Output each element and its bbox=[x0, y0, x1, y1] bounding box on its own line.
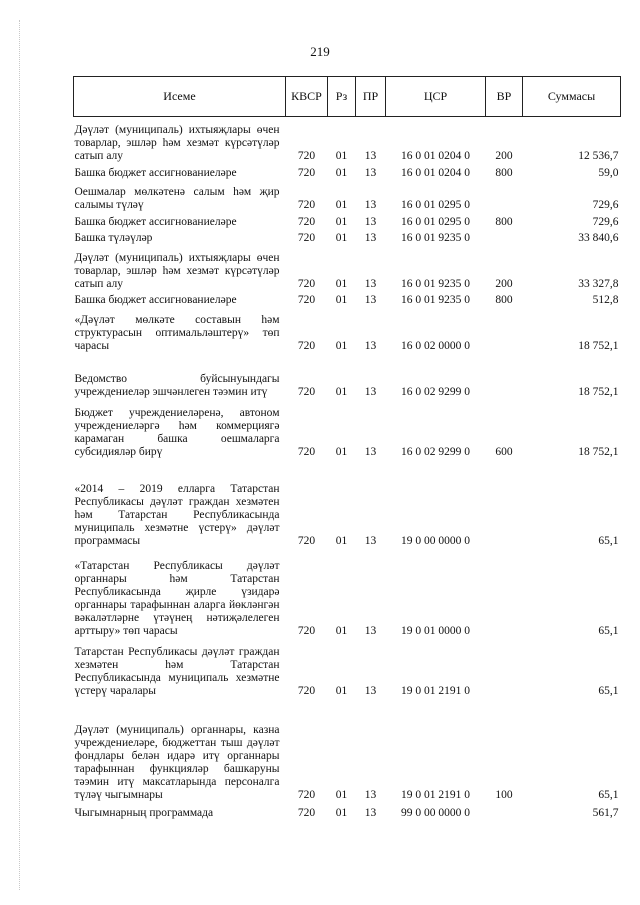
row-name: Чыгымнарның программада bbox=[74, 806, 214, 819]
row-name: Дәүләт (муниципаль) ихтыяҗлары өчен товарлар, эшләр һәм хезмәт күрсәтүләр сатып алу bbox=[74, 123, 280, 162]
row-rz: 01 bbox=[335, 231, 348, 244]
row-sum: 65,1 bbox=[598, 788, 619, 801]
table-row bbox=[74, 291, 621, 307]
row-name: Ведомство буйсынуындагы учреждениеләр эшчәнлеген тәэмин итү bbox=[74, 372, 280, 398]
row-name: Татарстан Республикасы дәүләт граждан хезмәтен һәм Татарстан Республикасында муниципаль хезмәтне үстерү чаралары bbox=[74, 645, 280, 697]
row-name: Оешмалар мөлкәтенә салым һәм җир салымы түләү bbox=[74, 185, 280, 211]
column-header-name: Исеме bbox=[74, 77, 286, 117]
row-vr: 200 bbox=[495, 277, 513, 290]
row-rz: 01 bbox=[335, 166, 348, 179]
row-vr bbox=[486, 307, 523, 353]
row-rz: 01 bbox=[335, 534, 348, 547]
row-pr: 13 bbox=[364, 684, 377, 697]
row-name: Башка бюджет ассигнованиеләре bbox=[74, 215, 237, 228]
row-csr: 16 0 01 0204 0 bbox=[401, 166, 470, 179]
row-rz: 01 bbox=[335, 445, 348, 458]
row-kvsr: 720 bbox=[297, 293, 316, 306]
row-csr: 16 0 01 9235 0 bbox=[401, 231, 470, 244]
row-pr: 13 bbox=[364, 385, 377, 398]
row-kvsr: 720 bbox=[297, 339, 316, 352]
row-kvsr: 720 bbox=[297, 806, 316, 819]
page-number: 219 bbox=[310, 44, 330, 59]
row-pr: 13 bbox=[364, 788, 377, 801]
row-pr: 13 bbox=[364, 215, 377, 228]
table-row bbox=[74, 229, 621, 245]
table-row bbox=[74, 548, 621, 638]
row-sum: 18 752,1 bbox=[578, 339, 619, 352]
row-rz: 01 bbox=[335, 215, 348, 228]
table-row bbox=[74, 117, 621, 163]
row-rz: 01 bbox=[335, 788, 348, 801]
row-csr: 16 0 02 0000 0 bbox=[401, 339, 470, 352]
row-sum: 59,0 bbox=[598, 166, 619, 179]
row-pr: 13 bbox=[364, 806, 377, 819]
table-row bbox=[74, 180, 621, 212]
row-pr: 13 bbox=[364, 198, 377, 211]
row-sum: 65,1 bbox=[598, 684, 619, 697]
row-rz: 01 bbox=[335, 149, 348, 162]
row-sum: 33 840,6 bbox=[578, 231, 619, 244]
row-pr: 13 bbox=[364, 277, 377, 290]
row-pr: 13 bbox=[364, 534, 377, 547]
row-kvsr: 720 bbox=[297, 534, 316, 547]
row-csr: 19 0 00 0000 0 bbox=[401, 534, 470, 547]
row-kvsr: 720 bbox=[297, 166, 316, 179]
row-vr: 200 bbox=[495, 149, 513, 162]
table-body bbox=[74, 117, 621, 820]
row-name: Башка бюджет ассигнованиеләре bbox=[74, 293, 237, 306]
row-vr bbox=[486, 180, 523, 212]
row-csr: 16 0 02 9299 0 bbox=[401, 385, 470, 398]
row-sum: 561,7 bbox=[592, 806, 619, 819]
column-header-kvsr: КВСР bbox=[286, 77, 328, 117]
row-sum: 512,8 bbox=[592, 293, 619, 306]
row-vr bbox=[486, 353, 523, 399]
row-csr: 99 0 00 0000 0 bbox=[401, 806, 470, 819]
row-rz: 01 bbox=[335, 198, 348, 211]
row-vr: 800 bbox=[495, 166, 513, 179]
row-kvsr: 720 bbox=[297, 277, 316, 290]
row-sum: 729,6 bbox=[592, 198, 619, 211]
row-kvsr: 720 bbox=[297, 385, 316, 398]
table-row bbox=[74, 698, 621, 802]
row-pr: 13 bbox=[364, 166, 377, 179]
margin-line bbox=[19, 20, 20, 890]
row-csr: 16 0 01 0295 0 bbox=[401, 198, 470, 211]
row-rz: 01 bbox=[335, 293, 348, 306]
row-rz: 01 bbox=[335, 385, 348, 398]
column-header-rz: Рз bbox=[328, 77, 356, 117]
row-kvsr: 720 bbox=[297, 231, 316, 244]
row-csr: 19 0 01 2191 0 bbox=[401, 788, 470, 801]
row-kvsr: 720 bbox=[297, 149, 316, 162]
row-vr: 800 bbox=[495, 293, 513, 306]
row-sum: 33 327,8 bbox=[578, 277, 619, 290]
row-vr bbox=[486, 638, 523, 698]
table-header-row bbox=[74, 77, 621, 117]
row-kvsr: 720 bbox=[297, 215, 316, 228]
table-row bbox=[74, 399, 621, 459]
row-pr: 13 bbox=[364, 293, 377, 306]
row-vr bbox=[486, 229, 523, 245]
row-vr: 600 bbox=[495, 445, 513, 458]
row-sum: 12 536,7 bbox=[578, 149, 619, 162]
row-kvsr: 720 bbox=[297, 684, 316, 697]
row-csr: 19 0 01 2191 0 bbox=[401, 684, 470, 697]
row-csr: 16 0 01 0295 0 bbox=[401, 215, 470, 228]
row-rz: 01 bbox=[335, 277, 348, 290]
row-vr bbox=[486, 802, 523, 820]
column-header-pr: ПР bbox=[356, 77, 386, 117]
column-header-csr: ЦСР bbox=[386, 77, 486, 117]
row-csr: 16 0 01 9235 0 bbox=[401, 293, 470, 306]
row-name: Дәүләт (муниципаль) ихтыяҗлары өчен товарлар, эшләр һәм хезмәт күрсәтүләр сатып алу bbox=[74, 251, 280, 290]
row-name: «Татарстан Республикасы дәүләт органнары һәм Татарстан Республикасында җирле үзидарә органнары тарафыннан аларга йөкләнгән вәкаләтләрне үтәүнең нәтиҗәлелеген арттыру» төп чарасы bbox=[74, 559, 280, 637]
table-row bbox=[74, 353, 621, 399]
row-sum: 729,6 bbox=[592, 215, 619, 228]
row-csr: 16 0 01 9235 0 bbox=[401, 277, 470, 290]
table-row bbox=[74, 638, 621, 698]
row-kvsr: 720 bbox=[297, 624, 316, 637]
row-name: Башка бюджет ассигнованиеләре bbox=[74, 166, 237, 179]
row-name: Бюджет учреждениеләренә, автоном учреждениеләргә һәм коммерциягә карамаган башка оешмаларга субсидияләр бирү bbox=[74, 406, 280, 458]
column-header-vr: ВР bbox=[486, 77, 523, 117]
row-pr: 13 bbox=[364, 624, 377, 637]
row-sum: 18 752,1 bbox=[578, 385, 619, 398]
row-vr bbox=[486, 548, 523, 638]
row-sum: 18 752,1 bbox=[578, 445, 619, 458]
row-csr: 19 0 01 0000 0 bbox=[401, 624, 470, 637]
row-name: «2014 – 2019 елларга Татарстан Республикасы дәүләт граждан хезмәтен һәм Татарстан Республикасында муниципаль хезмәтне үстерү» дәүләт программасы bbox=[74, 482, 280, 547]
table-row bbox=[74, 163, 621, 180]
row-kvsr: 720 bbox=[297, 788, 316, 801]
table-row bbox=[74, 802, 621, 820]
row-pr: 13 bbox=[364, 231, 377, 244]
budget-table bbox=[73, 76, 621, 820]
row-rz: 01 bbox=[335, 339, 348, 352]
column-header-sum: Суммасы bbox=[523, 77, 621, 117]
row-kvsr: 720 bbox=[297, 198, 316, 211]
table-row bbox=[74, 245, 621, 291]
row-rz: 01 bbox=[335, 806, 348, 819]
table-row bbox=[74, 459, 621, 548]
row-name: Дәүләт (муниципаль) органнары, казна учреждениеләре, бюджеттан тыш дәүләт фондлары белән идарә итү органнары тарафыннан функцияләр башкаруны тәэмин итү максатларында персоналга түләү чыгымнары bbox=[74, 723, 280, 801]
row-pr: 13 bbox=[364, 339, 377, 352]
row-rz: 01 bbox=[335, 684, 348, 697]
row-kvsr: 720 bbox=[297, 445, 316, 458]
table-row bbox=[74, 212, 621, 229]
row-vr bbox=[486, 459, 523, 548]
row-sum: 65,1 bbox=[598, 624, 619, 637]
row-pr: 13 bbox=[364, 149, 377, 162]
row-csr: 16 0 02 9299 0 bbox=[401, 445, 470, 458]
table-row bbox=[74, 307, 621, 353]
row-vr: 800 bbox=[495, 215, 513, 228]
row-csr: 16 0 01 0204 0 bbox=[401, 149, 470, 162]
row-name: «Дәүләт мөлкәте составын һәм структурасын оптимальләштерү» төп чарасы bbox=[74, 313, 280, 352]
row-rz: 01 bbox=[335, 624, 348, 637]
row-pr: 13 bbox=[364, 445, 377, 458]
row-sum: 65,1 bbox=[598, 534, 619, 547]
row-vr: 100 bbox=[495, 788, 513, 801]
row-name: Башка түләүләр bbox=[74, 231, 153, 244]
